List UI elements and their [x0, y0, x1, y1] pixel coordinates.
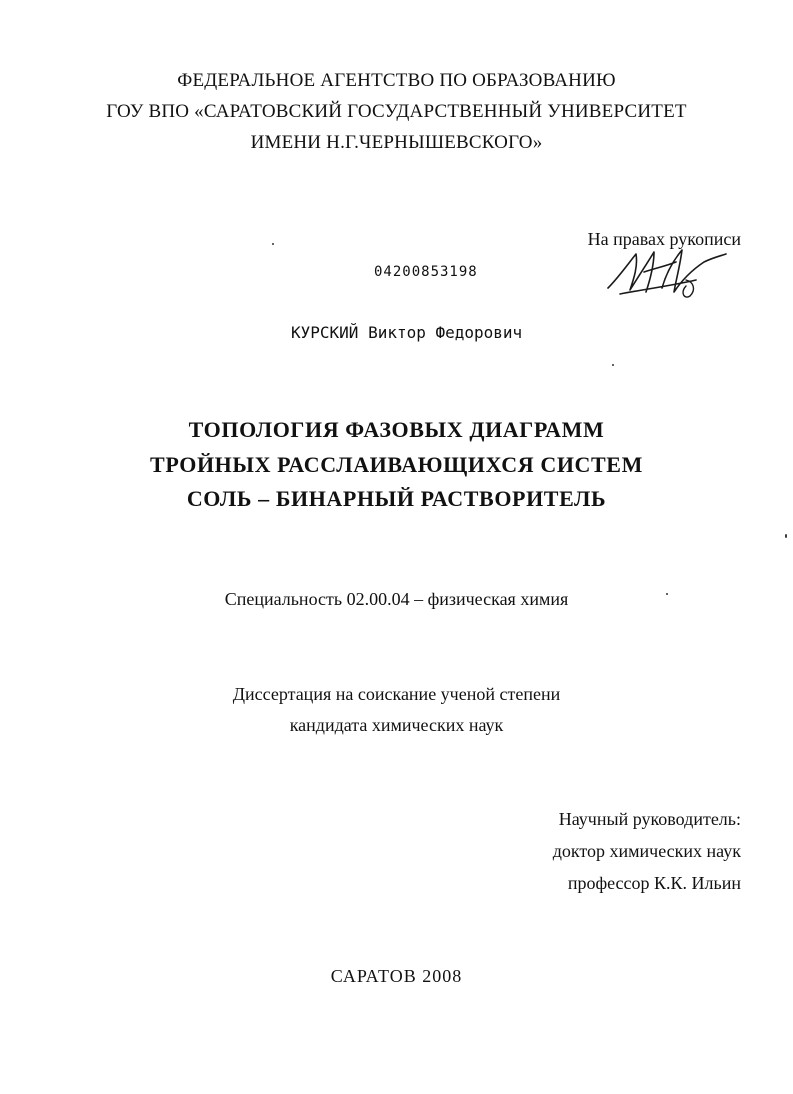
header-university: ГОУ ВПО «САРАТОВСКИЙ ГОСУДАРСТВЕННЫЙ УНИВЕРСИТЕТ: [106, 101, 687, 122]
degree-line-1: Диссертация на соискание ученой степени: [232, 684, 561, 704]
advisor-degree: доктор химических наук: [552, 841, 741, 861]
document-number: 04200853198: [374, 264, 478, 280]
manuscript-rights-note: На правах рукописи: [587, 229, 741, 249]
advisor-label: Научный руководитель:: [558, 809, 741, 829]
city-year: САРАТОВ 2008: [330, 966, 463, 986]
degree-line-2: кандидата химических наук: [289, 715, 504, 735]
header-agency: ФЕДЕРАЛЬНОЕ АГЕНТСТВО ПО ОБРАЗОВАНИЮ: [177, 70, 616, 91]
author-name: КУРСКИЙ Виктор Федорович: [291, 323, 523, 342]
scan-speck: [612, 364, 614, 366]
thesis-title-line-1: ТОПОЛОГИЯ ФАЗОВЫХ ДИАГРАММ: [188, 417, 605, 442]
header-university-name: ИМЕНИ Н.Г.ЧЕРНЫШЕВСКОГО»: [250, 132, 543, 153]
specialty: Специальность 02.00.04 – физическая химия: [224, 589, 569, 609]
author-signature: [600, 244, 730, 300]
thesis-title-line-3: СОЛЬ – БИНАРНЫЙ РАСТВОРИТЕЛЬ: [186, 486, 607, 511]
scan-speck: [272, 243, 274, 245]
scan-speck: [785, 534, 787, 538]
scan-speck: [666, 593, 668, 595]
thesis-title-line-2: ТРОЙНЫХ РАССЛАИВАЮЩИХСЯ СИСТЕМ: [150, 452, 643, 477]
advisor-name: профессор К.К. Ильин: [567, 873, 741, 893]
